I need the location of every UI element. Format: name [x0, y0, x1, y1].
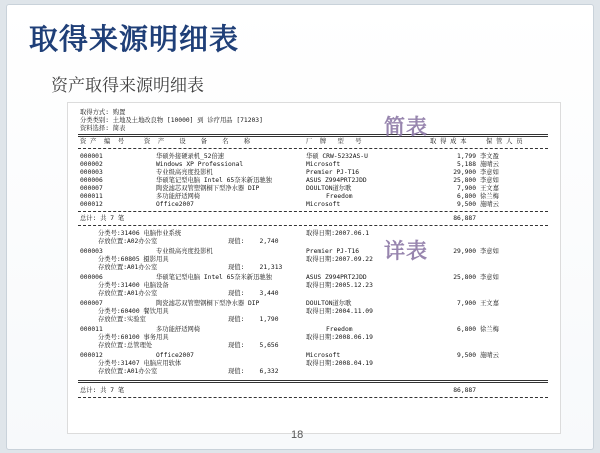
asset-no: 000011: [80, 193, 103, 200]
col-keeper: 保 管 人 员: [486, 138, 523, 145]
col-cost: 取 得 成 本: [430, 138, 467, 145]
slide-title: 取得来源明细表: [29, 22, 240, 56]
asset-cost: 29,900: [453, 248, 476, 255]
asset-cost: 5,188: [457, 161, 476, 168]
asset-no: 000002: [80, 161, 103, 168]
asset-brand: Premier PJ-T16: [306, 169, 360, 176]
detail-date: 取得日期:2008.06.19: [306, 334, 373, 341]
asset-cost: 6,800: [457, 193, 476, 200]
simple-total-label: 总计: 共 7 笔: [80, 215, 125, 222]
detail-date: 取得日期:2004.11.09: [306, 308, 373, 315]
meta-category-range: 分类类别: 土地及土地改良物 [10000] 到 诊疗用品 [71203]: [80, 117, 263, 124]
asset-name: 多功能舒适网椅: [156, 326, 201, 333]
asset-no: 000003: [80, 169, 103, 176]
asset-brand: DOULTON道尔歌: [306, 300, 352, 307]
detail-category: 分类号:31407 电脑应用软体: [98, 360, 182, 367]
simple-watermark: 简表: [384, 115, 428, 139]
asset-brand: DOULTON道尔歌: [306, 185, 352, 192]
asset-brand: Microsoft: [306, 352, 341, 359]
detail-category: 分类号:60400 餐饮用具: [98, 308, 169, 315]
header-rule-top: [78, 134, 548, 137]
detail-watermark: 详表: [384, 239, 428, 263]
asset-keeper: 李文盈: [480, 153, 499, 160]
asset-brand: Freedom: [326, 326, 353, 333]
header-rule-bottom: [78, 148, 548, 149]
asset-name: 陶瓷滤芯双管塑钢桐下型净水器 DIP: [156, 185, 260, 192]
asset-cost: 25,800: [453, 274, 476, 281]
asset-brand: Freedom: [326, 193, 353, 200]
asset-no: 000007: [80, 300, 103, 307]
asset-name: 陶瓷滤芯双管塑钢桐下型净水器 DIP: [156, 300, 260, 307]
asset-cost: 7,900: [457, 185, 476, 192]
detail-location: 存放位置:A02办公室: [98, 238, 158, 245]
asset-cost: 9,500: [457, 352, 476, 359]
asset-name: 专业级高亮度投影机: [156, 169, 213, 176]
asset-no: 000012: [80, 352, 103, 359]
simple-total-rule: [78, 211, 548, 212]
asset-name: 华硕外接硬录机_52倍速: [156, 153, 225, 160]
asset-no: 000001: [80, 153, 103, 160]
detail-date: 取得日期:2007.06.1: [306, 230, 370, 237]
detail-category: 分类号:31400 电脑设备: [98, 282, 169, 289]
detail-current-value: 现值: 21,313: [228, 264, 283, 271]
asset-keeper: 王文嘉: [480, 300, 499, 307]
detail-date: 取得日期:2008.04.19: [306, 360, 373, 367]
asset-brand: ASUS Z994PRT2JDD: [306, 177, 367, 184]
detail-total-label: 总计: 共 7 笔: [80, 387, 125, 394]
asset-no: 000011: [80, 326, 103, 333]
detail-rule-top: [78, 225, 548, 226]
asset-keeper: 徐兰梅: [480, 193, 499, 200]
asset-no: 000003: [80, 248, 103, 255]
asset-name: 华硕笔记型电脑 Intel 65奈米新迅驰独: [156, 177, 272, 184]
asset-no: 000007: [80, 185, 103, 192]
meta-data-select: 资料选择: 简表: [80, 125, 126, 132]
slide: [6, 4, 594, 450]
asset-brand: Microsoft: [306, 201, 341, 208]
asset-keeper: 李意如: [480, 248, 499, 255]
asset-no: 000006: [80, 177, 103, 184]
detail-location: 存放位置:实验室: [98, 316, 146, 323]
asset-name: Office2007: [156, 352, 194, 359]
asset-cost: 29,900: [453, 169, 476, 176]
detail-date: 取得日期:2007.09.22: [306, 256, 373, 263]
asset-cost: 25,800: [453, 177, 476, 184]
detail-total-value: 86,887: [453, 387, 476, 394]
asset-name: 华硕笔记型电脑 Intel 65奈米新迅驰独: [156, 274, 272, 281]
detail-current-value: 现值: 6,332: [228, 368, 279, 375]
detail-location: 存放位置:A01办公室: [98, 264, 158, 271]
asset-keeper: 李意如: [480, 177, 499, 184]
asset-no: 000006: [80, 274, 103, 281]
simple-total-value: 86,887: [453, 215, 476, 222]
detail-location: 存放位置:A01办公室: [98, 368, 158, 375]
asset-keeper: 王文嘉: [480, 185, 499, 192]
col-brand: 厂 牌 型 号: [306, 138, 362, 145]
asset-name: Office2007: [156, 201, 194, 208]
asset-keeper: 施晴云: [480, 201, 499, 208]
detail-category: 分类号:60805 摄影用具: [98, 256, 169, 263]
detail-category: 分类号:60100 事务用具: [98, 334, 169, 341]
asset-brand: Premier PJ-T16: [306, 248, 360, 255]
asset-keeper: 施晴云: [480, 352, 499, 359]
asset-brand: ASUS Z994PRT2JDD: [306, 274, 367, 281]
asset-name: Windows XP Professional: [156, 161, 244, 168]
asset-cost: 6,800: [457, 326, 476, 333]
asset-keeper: 李意如: [480, 169, 499, 176]
detail-category: 分类号:31406 电脑作业系统: [98, 230, 182, 237]
col-asset-name: 资 产 设 备 名 称: [144, 138, 251, 145]
asset-name: 多功能舒适网椅: [156, 193, 201, 200]
asset-cost: 1,799: [457, 153, 476, 160]
asset-cost: 7,900: [457, 300, 476, 307]
asset-brand: 华硕 CRW-5232AS-U: [306, 153, 368, 160]
detail-current-value: 现值: 5,656: [228, 342, 279, 349]
page-number: 18: [291, 429, 304, 441]
detail-total-rule: [78, 380, 548, 383]
asset-keeper: 李意如: [480, 274, 499, 281]
col-asset-no: 资 产 编 号: [80, 138, 125, 145]
report-document: [67, 102, 561, 434]
asset-name: 专业级高亮度投影机: [156, 248, 213, 255]
detail-current-value: 现值: 3,440: [228, 290, 279, 297]
detail-date: 取得日期:2005.12.23: [306, 282, 373, 289]
detail-location: 存放位置:总管理处: [98, 342, 153, 349]
detail-current-value: 现值: 2,740: [228, 238, 279, 245]
detail-current-value: 现值: 1,790: [228, 316, 279, 323]
asset-keeper: 徐兰梅: [480, 326, 499, 333]
meta-acquire-method: 取得方式: 购置: [80, 109, 126, 116]
detail-rule-bottom: [78, 397, 548, 398]
slide-subtitle: 资产取得来源明细表: [51, 76, 204, 96]
detail-location: 存放位置:A01办公室: [98, 290, 158, 297]
asset-keeper: 施晴云: [480, 161, 499, 168]
asset-brand: Microsoft: [306, 161, 341, 168]
asset-no: 000012: [80, 201, 103, 208]
asset-cost: 9,500: [457, 201, 476, 208]
